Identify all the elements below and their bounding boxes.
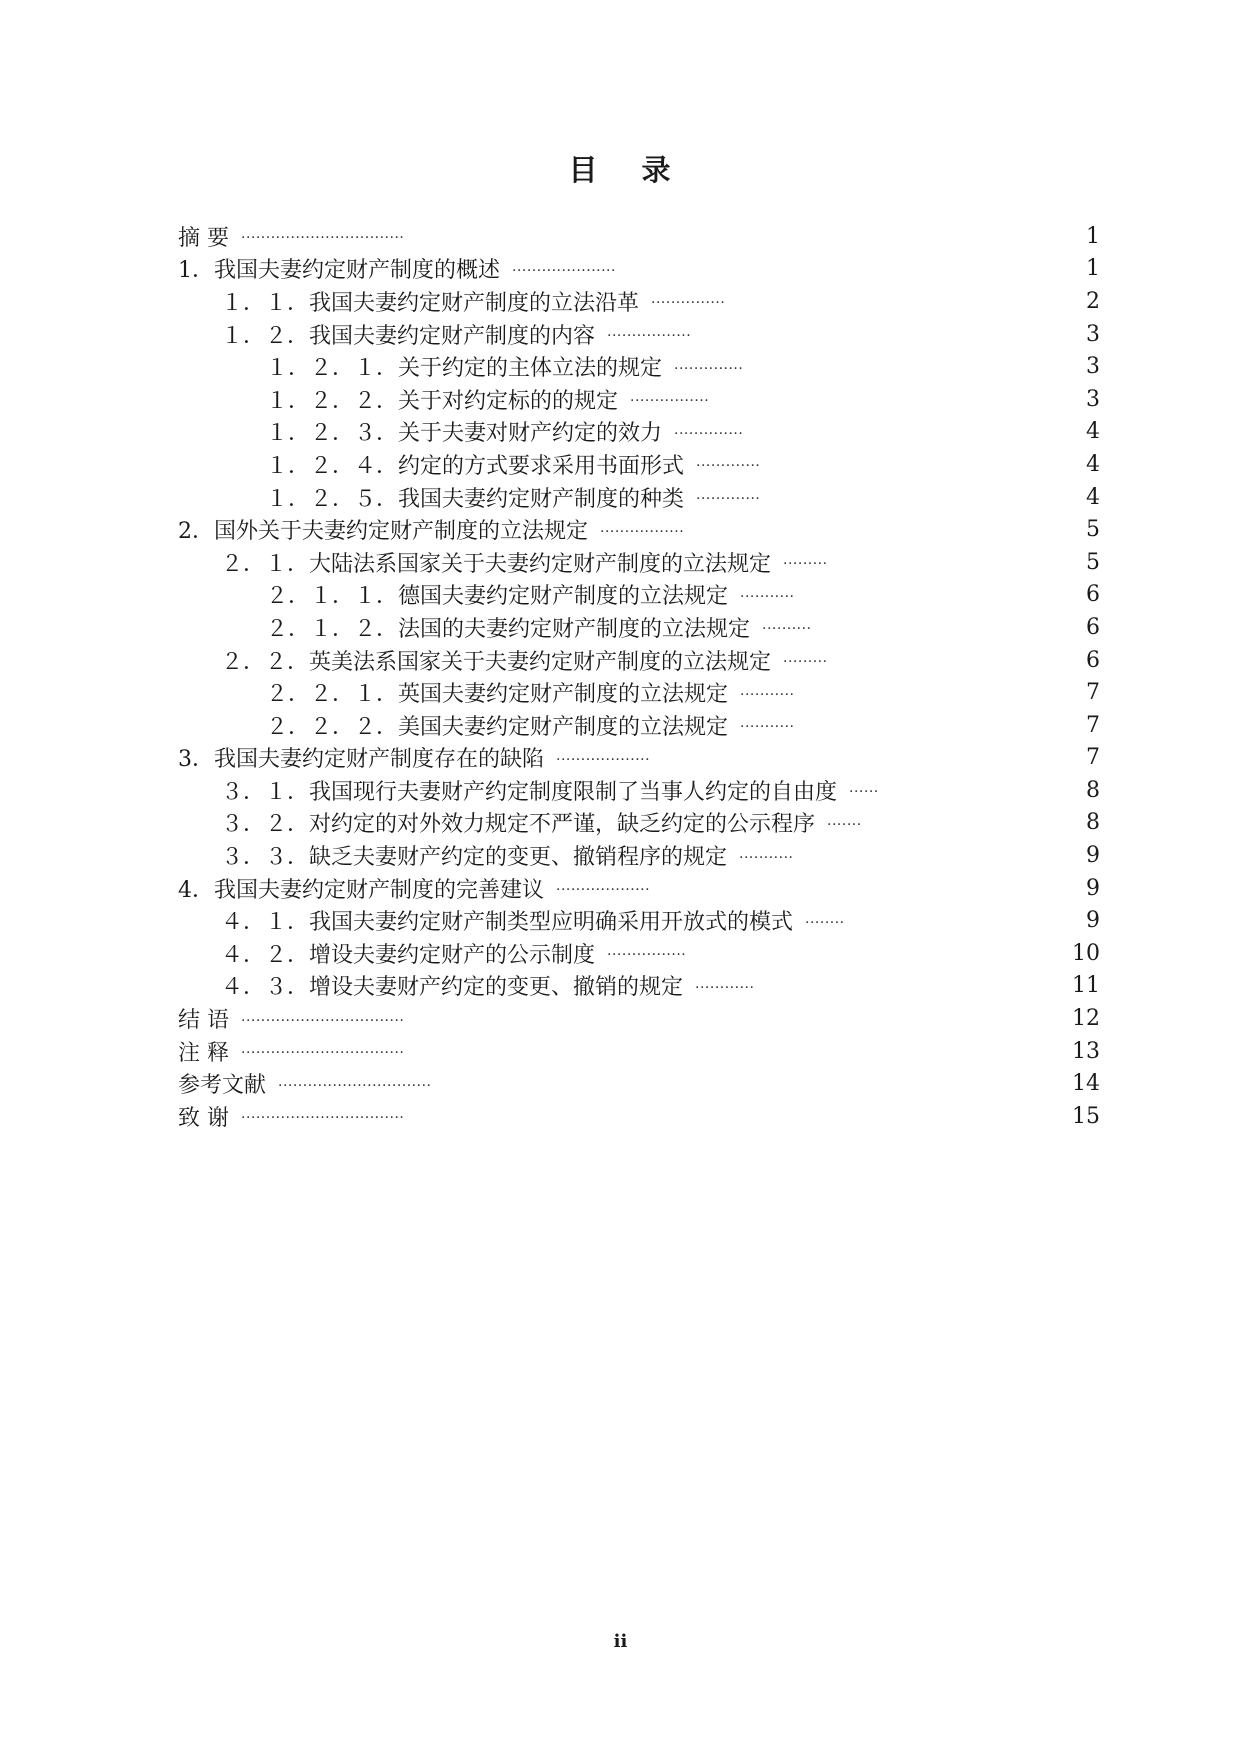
toc-entry[interactable]: [178, 481, 1100, 514]
toc-entry-title: 参考文献: [178, 1073, 267, 1099]
toc-dot-leader: ·············: [696, 458, 761, 475]
toc-dot-leader: ·················: [607, 328, 692, 345]
toc-page-number: 1: [1086, 223, 1100, 249]
toc-dot-leader: ··············: [674, 360, 744, 377]
toc-entry[interactable]: [178, 676, 1100, 709]
toc-entry-title: ２．１．大陆法系国家关于夫妻约定财产制度的立法规定: [221, 551, 772, 577]
toc-dot-leader: ·································: [241, 230, 405, 247]
toc-entry-title: １．２．５．我国夫妻约定财产制度的种类: [266, 486, 685, 512]
title-part-1: 目: [568, 153, 600, 187]
toc-entry-title: ２．１．１．德国夫妻约定财产制度的立法规定: [266, 584, 729, 610]
toc-entry[interactable]: [178, 742, 1100, 775]
toc-entry[interactable]: [178, 611, 1100, 644]
toc-page-number: 2: [1086, 288, 1100, 314]
toc-dot-leader: ·········: [783, 654, 828, 671]
title-part-2: 录: [641, 153, 673, 187]
toc-dot-leader: ················: [630, 393, 710, 410]
toc-page-number: 7: [1086, 712, 1100, 738]
toc-entry[interactable]: [178, 513, 1100, 546]
toc-page-number: 7: [1086, 745, 1100, 771]
toc-entry[interactable]: [178, 220, 1100, 253]
toc-page-number: 6: [1086, 647, 1100, 673]
toc-entry[interactable]: [178, 253, 1100, 286]
toc-entry-title: ２．２．１．英国夫妻约定财产制度的立法规定: [266, 682, 729, 708]
toc-page-number: 13: [1072, 1038, 1100, 1064]
toc-dot-leader: ······: [849, 784, 879, 801]
toc-page-number: 10: [1072, 940, 1100, 966]
toc-entry-title: 2．国外关于夫妻约定财产制度的立法规定: [178, 519, 588, 545]
toc-page-number: 1: [1086, 256, 1100, 282]
toc-entry[interactable]: [178, 872, 1100, 905]
toc-entry-title: ２．１．２．法国的夫妻约定财产制度的立法规定: [266, 616, 751, 642]
toc-page-number: 11: [1072, 973, 1100, 999]
toc-entry[interactable]: [178, 318, 1100, 351]
toc-entry-title: ３．１．我国现行夫妻财产约定制度限制了当事人约定的自由度: [221, 779, 838, 805]
toc-entry-title: 注 释: [178, 1040, 229, 1066]
page-number: ii: [613, 1631, 628, 1652]
toc-dot-leader: ···················: [556, 882, 651, 899]
toc-page-number: 9: [1086, 908, 1100, 934]
toc-entry-title: １．１．我国夫妻约定财产制度的立法沿革: [221, 290, 640, 316]
toc-page-number: 6: [1086, 614, 1100, 640]
toc-page-number: 6: [1086, 582, 1100, 608]
toc-dot-leader: ·······························: [278, 1077, 432, 1094]
toc-entry-title: 3．我国夫妻约定财产制度存在的缺陷: [178, 747, 544, 773]
toc-dot-leader: ·············: [696, 491, 761, 508]
toc-entry[interactable]: [178, 579, 1100, 612]
page-title: [0, 148, 1241, 189]
toc-entry-title: ４．３．增设夫妻财产约定的变更、撤销的规定: [221, 975, 684, 1001]
toc-entry-title: １．２．１．关于约定的主体立法的规定: [266, 356, 663, 382]
toc-dot-leader: ·····················: [512, 262, 616, 279]
toc-dot-leader: ················: [607, 947, 687, 964]
toc-entry[interactable]: [178, 644, 1100, 677]
toc-entry[interactable]: [178, 383, 1100, 416]
toc-entry[interactable]: [178, 1035, 1100, 1068]
toc-dot-leader: ···············: [651, 295, 726, 312]
toc-entry[interactable]: [178, 546, 1100, 579]
toc-entry[interactable]: [178, 709, 1100, 742]
toc-page-number: 4: [1086, 451, 1100, 477]
toc-entry-title: １．２．我国夫妻约定财产制度的内容: [221, 323, 596, 349]
toc-dot-leader: ·················: [600, 523, 685, 540]
toc-entry[interactable]: [178, 416, 1100, 449]
toc-page-number: 3: [1086, 354, 1100, 380]
toc-page-number: 8: [1086, 777, 1100, 803]
toc-page-number: 5: [1086, 517, 1100, 543]
toc-page-number: 14: [1072, 1071, 1100, 1097]
toc-entry-title: １．２．２．关于对约定标的的规定: [266, 388, 619, 414]
toc-entry-title: 1．我国夫妻约定财产制度的概述: [178, 258, 500, 284]
toc-entry-title: ２．２．英美法系国家关于夫妻约定财产制度的立法规定: [221, 649, 772, 675]
toc-entry[interactable]: [178, 350, 1100, 383]
toc-dot-leader: ·········: [783, 556, 828, 573]
toc-page-number: 8: [1086, 810, 1100, 836]
toc-dot-leader: ···········: [739, 849, 794, 866]
toc-page-number: 9: [1086, 875, 1100, 901]
toc-dot-leader: ···········: [740, 588, 795, 605]
toc-entry-title: 4．我国夫妻约定财产制度的完善建议: [178, 877, 544, 903]
table-of-contents: [178, 220, 1100, 1133]
toc-entry-title: １．２．４．约定的方式要求采用书面形式: [266, 453, 685, 479]
toc-entry[interactable]: [178, 285, 1100, 318]
toc-dot-leader: ·································: [241, 1110, 405, 1127]
toc-entry[interactable]: [178, 1067, 1100, 1100]
toc-entry[interactable]: [178, 904, 1100, 937]
toc-dot-leader: ·································: [241, 1012, 405, 1029]
toc-entry-title: ３．３．缺乏夫妻财产约定的变更、撤销程序的规定: [221, 845, 728, 871]
toc-entry-title: 摘 要: [178, 225, 229, 251]
toc-entry-title: ３．２．对约定的对外效力规定不严谨，缺乏约定的公示程序: [221, 812, 816, 838]
toc-page-number: 12: [1072, 1006, 1100, 1032]
toc-entry[interactable]: [178, 774, 1100, 807]
toc-page-number: 15: [1072, 1103, 1100, 1129]
toc-entry[interactable]: [178, 937, 1100, 970]
toc-entry[interactable]: [178, 970, 1100, 1003]
toc-dot-leader: ··············: [674, 425, 744, 442]
toc-entry[interactable]: [178, 1100, 1100, 1133]
toc-dot-leader: ··········: [762, 621, 812, 638]
toc-page-number: 3: [1086, 386, 1100, 412]
toc-dot-leader: ···········: [740, 719, 795, 736]
toc-page-number: 3: [1086, 321, 1100, 347]
toc-entry-title: 致 谢: [178, 1105, 229, 1131]
toc-page-number: 4: [1086, 484, 1100, 510]
toc-page-number: 7: [1086, 680, 1100, 706]
toc-page-number: 5: [1086, 549, 1100, 575]
toc-entry-title: ４．１．我国夫妻约定财产制类型应明确采用开放式的模式: [221, 910, 794, 936]
toc-dot-leader: ···········: [740, 686, 795, 703]
toc-entry[interactable]: [178, 839, 1100, 872]
toc-entry[interactable]: [178, 807, 1100, 840]
toc-entry-title: ４．２．增设夫妻约定财产的公示制度: [221, 942, 596, 968]
toc-dot-leader: ·······: [827, 816, 862, 833]
toc-entry-title: ２．２．２．美国夫妻约定财产制度的立法规定: [266, 714, 729, 740]
toc-dot-leader: ·································: [241, 1045, 405, 1062]
toc-dot-leader: ············: [695, 979, 755, 996]
toc-page-number: 4: [1086, 419, 1100, 445]
toc-page-number: 9: [1086, 843, 1100, 869]
toc-entry-title: 结 语: [178, 1008, 229, 1034]
toc-entry[interactable]: [178, 1002, 1100, 1035]
toc-entry[interactable]: [178, 448, 1100, 481]
toc-dot-leader: ········: [805, 914, 845, 931]
toc-dot-leader: ···················: [556, 751, 651, 768]
toc-entry-title: １．２．３．关于夫妻对财产约定的效力: [266, 421, 663, 447]
